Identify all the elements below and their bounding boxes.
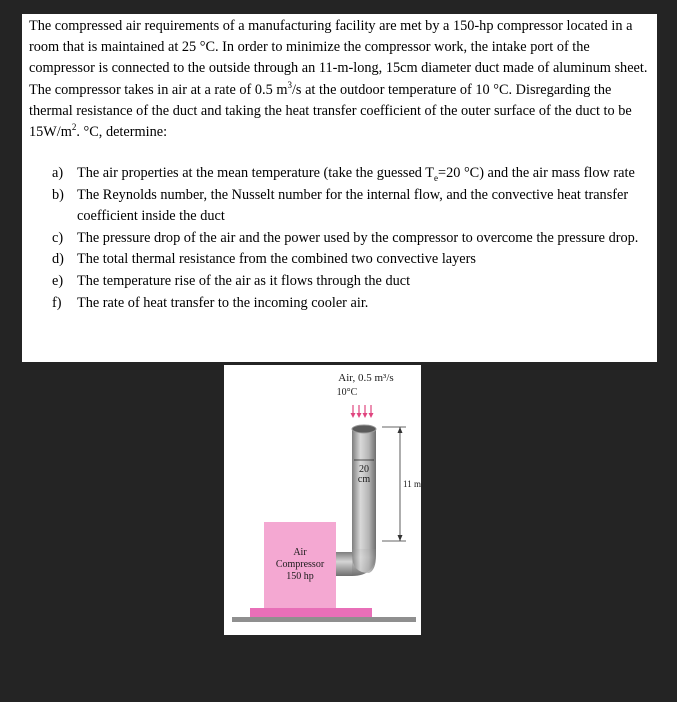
compressor-label-name: Compressor — [275, 559, 325, 570]
question-text: The Reynolds number, the Nusselt number for the internal flow, and the convective heat transfer coefficient inside the duct — [77, 186, 629, 225]
question-item — [52, 249, 652, 271]
air-temperature-label: 10°C — [336, 387, 358, 398]
question-item — [52, 271, 652, 293]
question-item — [52, 293, 652, 315]
diameter-unit: cm — [357, 474, 371, 485]
compressor-label-power: 150 hp — [286, 571, 314, 582]
duct-opening — [352, 425, 376, 433]
air-inflow-arrows — [351, 405, 374, 418]
question-text: The total thermal resistance from the combined two convective layers — [77, 251, 476, 268]
length-arrow-bottom — [398, 535, 403, 541]
intro-text-2: /s at the outdoor temperature of 10 °C. Disregarding the thermal resistance of the duct and taking the heat transfer coefficient of the outer surface of the duct to be 15W/m — [29, 81, 632, 141]
question-label: e) — [52, 272, 64, 289]
compressor-label-air: Air — [293, 547, 307, 558]
floor-line — [232, 617, 416, 622]
question-item — [52, 185, 652, 228]
superscript-2: 2 — [71, 122, 77, 133]
duct-vertical — [352, 429, 376, 549]
question-text: The air properties at the mean temperature (take the guessed T — [77, 165, 435, 181]
question-text: The temperature rise of the air as it flows through the duct — [77, 272, 411, 289]
question-label: f) — [52, 294, 62, 311]
question-text: The rate of heat transfer to the incoming cooler air. — [77, 294, 369, 311]
question-list — [52, 163, 652, 314]
question-label: c) — [52, 229, 64, 246]
question-item — [52, 163, 652, 185]
air-flow-label: Air, 0.5 m³/s — [338, 372, 394, 384]
question-label: a) — [52, 165, 64, 181]
figure-drawing — [224, 365, 421, 635]
problem-intro — [29, 16, 654, 143]
question-item — [52, 228, 652, 250]
diameter-value: 20 — [359, 464, 369, 475]
compressor-duct-figure — [224, 365, 421, 635]
question-text: =20 °C) and the air mass flow rate — [438, 165, 635, 181]
compressor-base — [250, 608, 372, 617]
problem-statement — [22, 14, 657, 362]
question-label: d) — [52, 251, 64, 268]
superscript-3: 3 — [287, 79, 292, 90]
duct-length-label: 11 m — [403, 479, 421, 489]
question-text: The pressure drop of the air and the power used by the compressor to overcome the pressure drop. — [77, 229, 639, 246]
question-label: b) — [52, 186, 64, 203]
subscript-e: e — [434, 172, 439, 183]
intro-text-1: The compressed air requirements of a manufacturing facility are met by a 150-hp compressor located in a room that is maintained at 25 °C. In order to minimize the compressor work, the intake port of the compressor is connected to the outside through an 11-m-long, 15cm diameter duct made of aluminum sheet. The compressor takes in air at a rate of 0.5 m — [29, 18, 648, 98]
intro-text-3: . °C, determine: — [76, 124, 168, 141]
length-arrow-top — [398, 427, 403, 433]
duct-outlet — [336, 552, 352, 576]
